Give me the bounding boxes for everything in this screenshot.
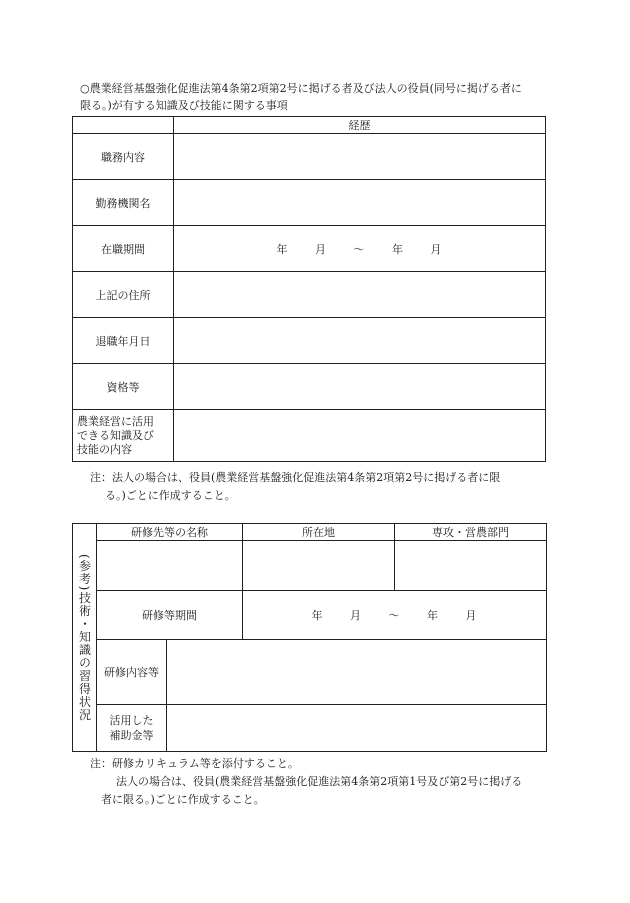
address-field[interactable] <box>174 272 546 318</box>
note-1-line-1: 注：法人の場合は、役員(農業経営基盤強化促進法第4条第2項第2号に掲げる者に限 <box>90 471 501 484</box>
employer-field[interactable] <box>174 180 546 226</box>
header-training-name: 研修先等の名称 <box>97 524 243 541</box>
knowledge-label-line-1: 農業経営に活用 <box>77 414 154 428</box>
location-field[interactable] <box>243 541 395 591</box>
training-month-end: 月 <box>465 609 478 622</box>
qualifications-field[interactable] <box>174 364 546 410</box>
heading-line-1: ○農業経営基盤強化促進法第4条第2項第2号に掲げる者及び法人の役員(同号に掲げる者に <box>80 82 522 95</box>
knowledge-label-line-2: できる知識及び <box>77 428 154 442</box>
career-header: 経歴 <box>174 117 546 134</box>
note-2-line-2: 法人の場合は、役員(農業経営基盤強化促進法第4条第2項第1号及び第2号に掲げる <box>116 775 523 788</box>
period-tilde: ～ <box>353 242 366 256</box>
training-period-field[interactable] <box>243 591 547 640</box>
row-label-qualifications: 資格等 <box>73 364 174 410</box>
training-month-start: 月 <box>350 609 362 622</box>
note-1 <box>90 469 550 505</box>
career-table <box>72 116 546 462</box>
major-field[interactable] <box>395 541 547 591</box>
note-2 <box>90 755 560 809</box>
row-label-knowledge <box>73 410 174 462</box>
period-month-end: 月 <box>430 242 443 256</box>
row-label-job-duties: 職務内容 <box>73 134 174 180</box>
subsidy-label <box>97 705 167 752</box>
row-label-employment-period: 在職期間 <box>73 226 174 272</box>
training-name-field[interactable] <box>97 541 243 591</box>
training-year-end: 年 <box>427 609 439 622</box>
subsidy-label-line-1: 活用した <box>109 714 154 727</box>
header-location: 所在地 <box>243 524 395 541</box>
training-period-label: 研修等期間 <box>97 591 243 640</box>
retirement-date-field[interactable] <box>174 318 546 364</box>
row-label-address: 上記の住所 <box>73 272 174 318</box>
section-heading <box>80 80 550 114</box>
career-header-blank <box>73 117 174 134</box>
heading-line-2: 限る。)が有する知識及び技能に関する事項 <box>80 99 288 112</box>
training-content-field[interactable] <box>167 640 547 705</box>
row-label-employer: 勤務機関名 <box>73 180 174 226</box>
row-label-retirement-date: 退職年月日 <box>73 318 174 364</box>
note-2-line-3: 者に限る。)ごとに作成すること。 <box>101 793 265 806</box>
employment-period-field[interactable] <box>174 226 546 272</box>
subsidy-label-line-2: 補助金等 <box>109 729 154 742</box>
period-month-start: 月 <box>315 242 327 256</box>
job-duties-field[interactable] <box>174 134 546 180</box>
training-tilde: ～ <box>388 609 401 622</box>
note-1-line-2: る。)ごとに作成すること。 <box>105 489 236 502</box>
training-side-label: (参考)技術・知識の習得状況 <box>73 524 97 752</box>
header-major: 専攻・営農部門 <box>395 524 547 541</box>
note-2-line-1: 注：研修カリキュラム等を添付すること。 <box>90 757 299 770</box>
subsidy-field[interactable] <box>167 705 547 752</box>
knowledge-field[interactable] <box>174 410 546 462</box>
training-year-start: 年 <box>311 609 324 622</box>
period-year-end: 年 <box>392 242 404 256</box>
period-year-start: 年 <box>276 242 289 256</box>
knowledge-label-line-3: 技能の内容 <box>77 442 132 456</box>
training-table <box>72 523 547 752</box>
training-content-label: 研修内容等 <box>97 640 167 705</box>
